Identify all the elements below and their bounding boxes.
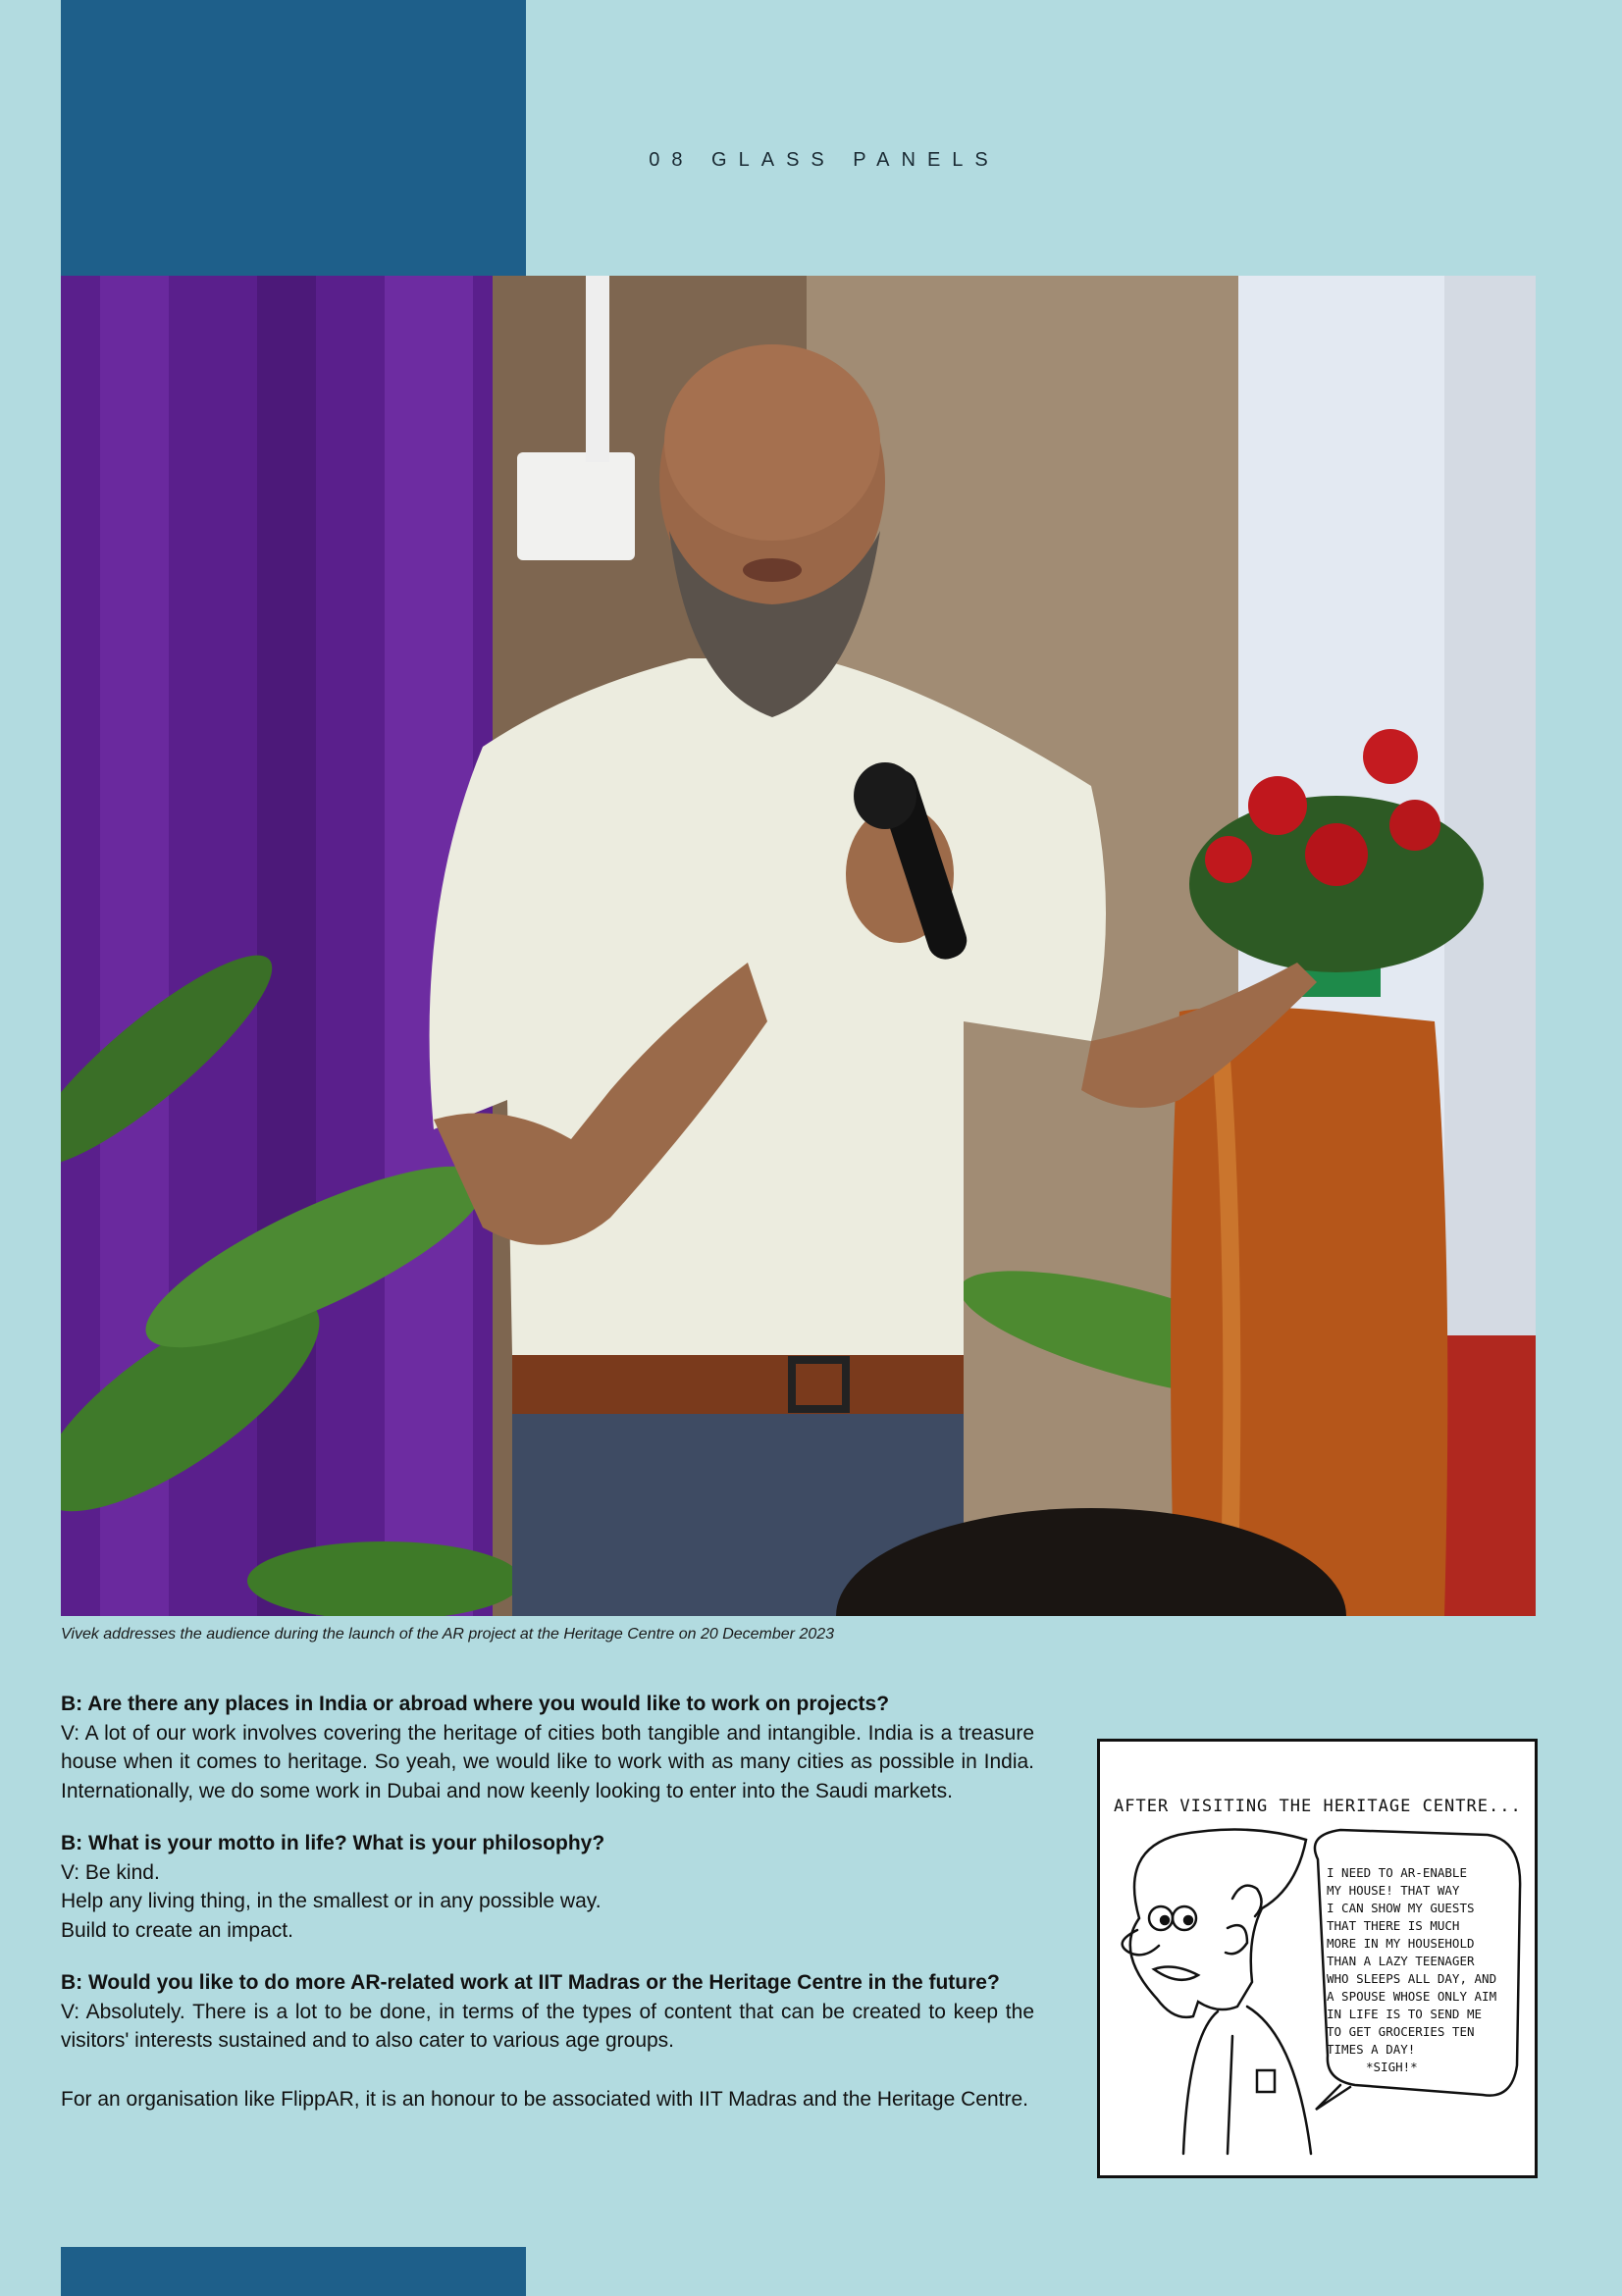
bubble-line: MORE IN MY HOUSEHOLD [1327,1936,1475,1951]
footer-accent-block [61,2247,526,2296]
bubble-line: I NEED TO AR-ENABLE [1327,1865,1467,1880]
closing-paragraph: For an organisation like FlippAR, it is an honour to be associated with IIT Madras and the Heritage Centre. [61,2087,1028,2111]
answer: V: Absolutely. There is a lot to be done, in terms of the types of content that can be created to keep the visitors' interests sustained and to also cater to various age groups. [61,2000,1034,2052]
question: B: What is your motto in life? What is your philosophy? [61,1832,605,1854]
bubble-line: THAN A LAZY TEENAGER [1327,1954,1475,1968]
qa-block-2 [61,1829,1034,1945]
answer-line: V: Be kind. [61,1860,160,1884]
speaker-photo [61,276,1536,1616]
bubble-line: *SIGH!* [1366,2060,1418,2074]
qa-block-3 [61,1968,1034,2056]
bubble-line: TIMES A DAY! [1327,2042,1416,2057]
answer-line: Build to create an impact. [61,1918,293,1942]
photo-caption: Vivek addresses the audience during the launch of the AR project at the Heritage Centre on 20 December 2023 [61,1626,835,1643]
bubble-line: A SPOUSE WHOSE ONLY AIM [1327,1989,1497,2004]
answer: V: A lot of our work involves covering the heritage of cities both tangible and intangible. India is a treasure house when it comes to heritage. So yeah, we would like to work with as many cities as possible in India. Internationally, we do some work in Dubai and now keenly looking to enter into the Saudi markets. [61,1721,1034,1802]
bubble-line: WHO SLEEPS ALL DAY, AND [1327,1971,1497,1986]
bubble-line: THAT THERE IS MUCH [1327,1918,1460,1933]
answer-line: Help any living thing, in the smallest or in any possible way. [61,1890,602,1912]
qa-block-1 [61,1690,1034,1805]
bubble-line: TO GET GROCERIES TEN [1327,2024,1475,2039]
page-header-title: 08 GLASS PANELS [649,149,1000,171]
interview-article [61,1690,1034,2137]
bubble-line: I CAN SHOW MY GUESTS [1327,1901,1475,1915]
question: B: Would you like to do more AR-related work at IIT Madras or the Heritage Centre in the future? [61,1971,1000,1994]
cartoon-heading: AFTER VISITING THE HERITAGE CENTRE... [1114,1797,1522,1816]
bubble-line: MY HOUSE! THAT WAY [1327,1883,1460,1898]
speech-bubble-text [1327,1864,1508,2076]
question: B: Are there any places in India or abroad where you would like to work on projects? [61,1693,890,1715]
cartoon-illustration [1097,1739,1538,2178]
header-accent-block [61,0,526,276]
bubble-line: IN LIFE IS TO SEND ME [1327,2007,1483,2021]
